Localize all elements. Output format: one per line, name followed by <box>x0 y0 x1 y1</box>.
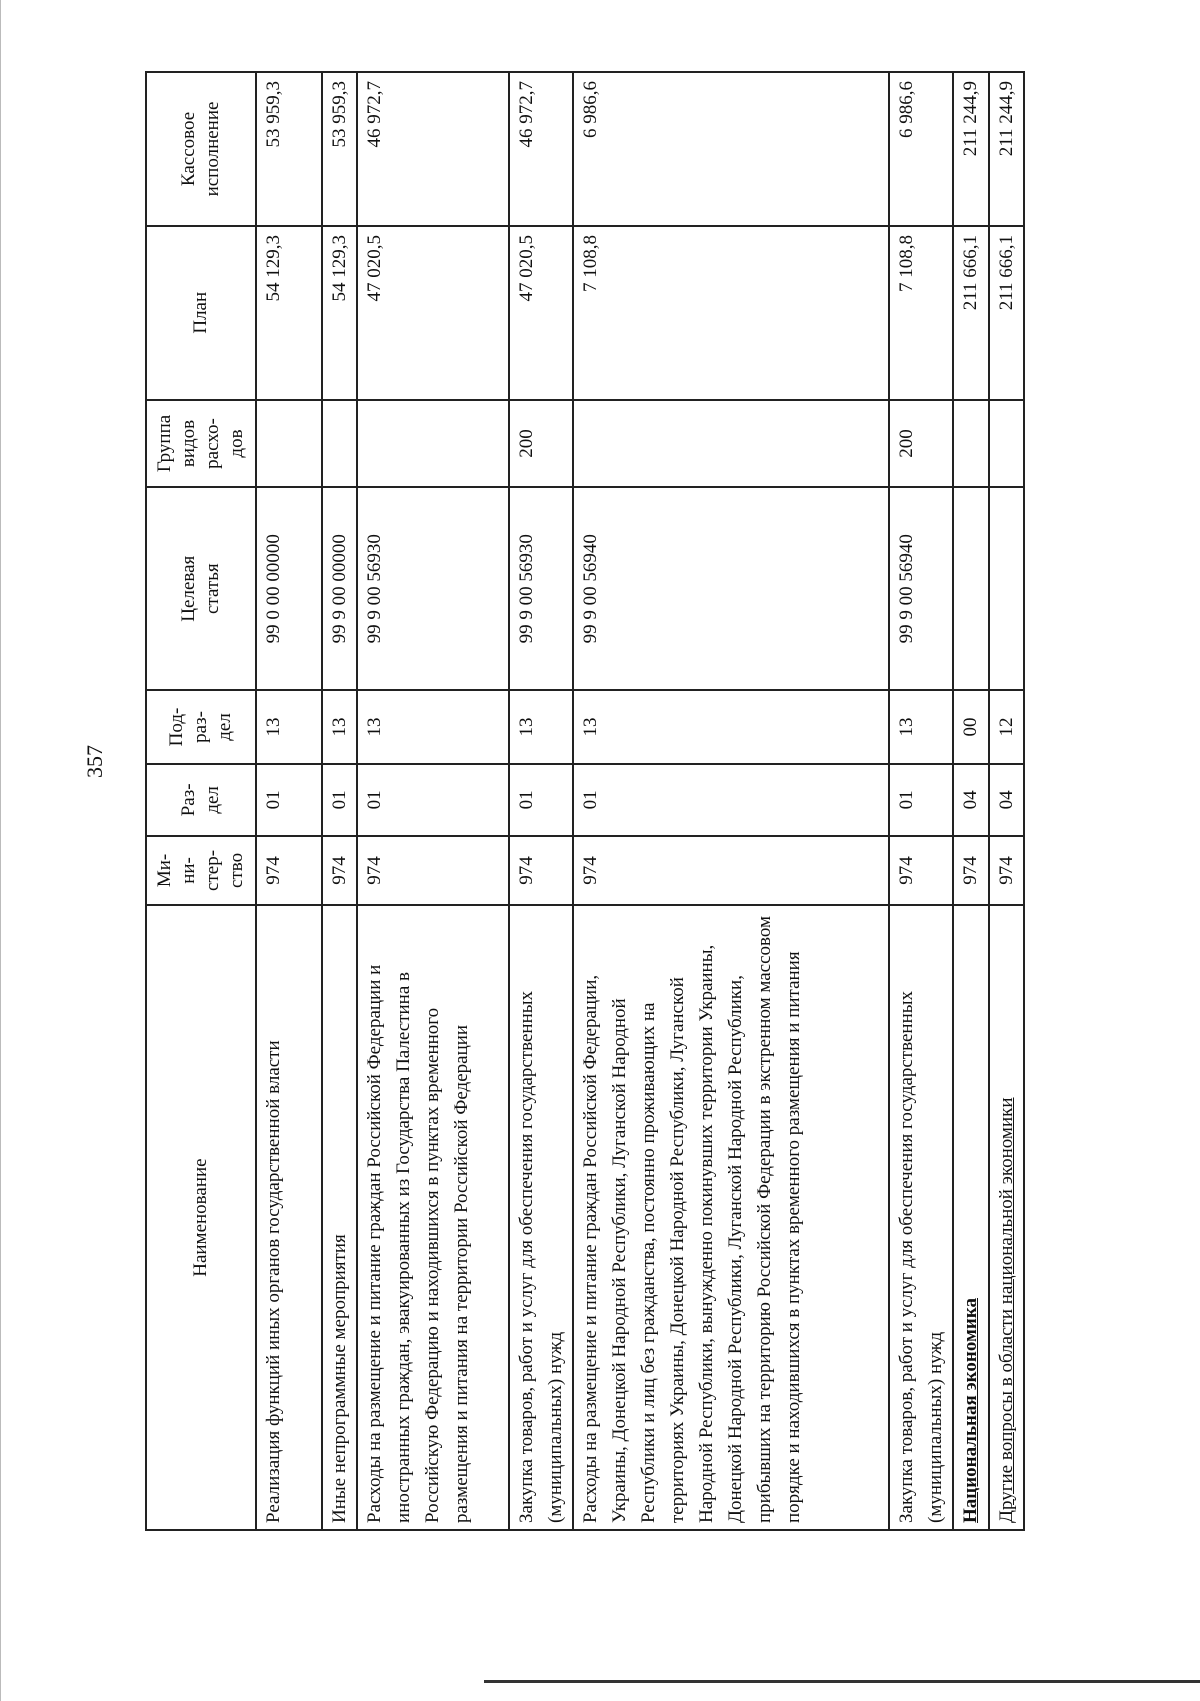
cell-ministry: 974 <box>357 836 509 905</box>
cell-executed: 6 986,6 <box>573 72 888 226</box>
cell-section: 04 <box>989 764 1024 836</box>
cell-target: 99 9 00 56930 <box>509 487 574 690</box>
cell-section: 01 <box>322 764 357 836</box>
cell-section: 01 <box>509 764 574 836</box>
cell-group: 200 <box>509 400 574 488</box>
cell-group <box>573 400 888 488</box>
table-row <box>573 72 888 1530</box>
cell-name: Другие вопросы в области национальной экономики <box>989 905 1024 1530</box>
cell-executed: 211 244,9 <box>989 72 1024 226</box>
page-number: 357 <box>82 745 107 778</box>
cell-plan: 54 129,3 <box>322 226 357 400</box>
cell-name: Иные непрограммные мероприятия <box>322 905 357 1530</box>
cell-executed: 46 972,7 <box>357 72 509 226</box>
cell-section: 04 <box>953 764 988 836</box>
cell-plan: 54 129,3 <box>256 226 322 400</box>
cell-section: 01 <box>256 764 322 836</box>
cell-name: Закупка товаров, работ и услуг для обеспечения государственных (муниципальных) нужд <box>889 905 954 1530</box>
cell-section: 01 <box>573 764 888 836</box>
header-group: Группа видов расхо- дов <box>146 400 256 488</box>
cell-subsection: 00 <box>953 690 988 764</box>
cell-plan: 7 108,8 <box>889 226 954 400</box>
cell-subsection: 13 <box>357 690 509 764</box>
table-row <box>989 72 1024 1530</box>
cell-name: Национальная экономика <box>953 905 988 1530</box>
cell-subsection: 13 <box>509 690 574 764</box>
cell-plan: 7 108,8 <box>573 226 888 400</box>
cell-name: Закупка товаров, работ и услуг для обеспечения государственных (муниципальных) нужд <box>509 905 574 1530</box>
cell-ministry: 974 <box>573 836 888 905</box>
table-row <box>889 72 954 1530</box>
cell-target: 99 9 00 56940 <box>889 487 954 690</box>
cell-target: 99 9 00 56930 <box>357 487 509 690</box>
cell-executed: 6 986,6 <box>889 72 954 226</box>
cell-subsection: 13 <box>573 690 888 764</box>
header-row <box>146 72 256 1530</box>
cell-plan: 211 666,1 <box>989 226 1024 400</box>
cell-target: 99 9 00 00000 <box>322 487 357 690</box>
table-row <box>953 72 988 1530</box>
cell-plan: 47 020,5 <box>357 226 509 400</box>
cell-executed: 53 959,3 <box>256 72 322 226</box>
cell-subsection: 13 <box>322 690 357 764</box>
header-subsection: Под- раз- дел <box>146 690 256 764</box>
cell-group <box>357 400 509 488</box>
cell-ministry: 974 <box>953 836 988 905</box>
cell-group <box>953 400 988 488</box>
cell-ministry: 974 <box>889 836 954 905</box>
cell-ministry: 974 <box>322 836 357 905</box>
scan-edge-line <box>0 0 1 1701</box>
header-target: Целевая статья <box>146 487 256 690</box>
cell-executed: 53 959,3 <box>322 72 357 226</box>
header-executed: Кассовое исполнение <box>146 72 256 226</box>
cell-plan: 211 666,1 <box>953 226 988 400</box>
cell-target: 99 9 00 56940 <box>573 487 888 690</box>
cell-ministry: 974 <box>509 836 574 905</box>
cell-name: Реализация функций иных органов государственной власти <box>256 905 322 1530</box>
cell-executed: 46 972,7 <box>509 72 574 226</box>
cell-target <box>953 487 988 690</box>
rotated-table-wrapper <box>145 71 1025 1531</box>
header-section: Раз- дел <box>146 764 256 836</box>
header-name: Наименование <box>146 905 256 1530</box>
cell-subsection: 13 <box>889 690 954 764</box>
cell-group: 200 <box>889 400 954 488</box>
cell-target: 99 0 00 00000 <box>256 487 322 690</box>
table-row <box>256 72 322 1530</box>
header-ministry: Ми- ни- стер- ство <box>146 836 256 905</box>
cell-section: 01 <box>889 764 954 836</box>
cell-target <box>989 487 1024 690</box>
cell-group <box>256 400 322 488</box>
cell-section: 01 <box>357 764 509 836</box>
header-plan: План <box>146 226 256 400</box>
budget-table <box>145 71 1025 1531</box>
scan-bottom-line <box>484 1680 1200 1683</box>
cell-name: Расходы на размещение и питание граждан Российской Федерации и иностранных граждан, эвакуированных из Государства Палестина в Российскую Федерацию и находившихся в пунктах временного размещения и питания на территории Российской Федерации <box>357 905 509 1530</box>
table-row <box>509 72 574 1530</box>
cell-group <box>989 400 1024 488</box>
cell-subsection: 12 <box>989 690 1024 764</box>
cell-ministry: 974 <box>989 836 1024 905</box>
table-row <box>357 72 509 1530</box>
cell-name: Расходы на размещение и питание граждан Российской Федерации, Украины, Донецкой Народной Республики, Луганской Народной Республики и лиц без гражданства, постоянно проживающих на территориях Украины, Донецкой Народной Республики, Луганской Народной Республики, вынужденно покинувших территории Украины, Донецкой Народной Республики, Луганской Народной Республики, прибывших на территорию Российской Федерации в экстренном массовом порядке и находившихся в пунктах временного размещения и питания <box>573 905 888 1530</box>
cell-executed: 211 244,9 <box>953 72 988 226</box>
cell-plan: 47 020,5 <box>509 226 574 400</box>
cell-subsection: 13 <box>256 690 322 764</box>
table-row <box>322 72 357 1530</box>
cell-group <box>322 400 357 488</box>
cell-ministry: 974 <box>256 836 322 905</box>
